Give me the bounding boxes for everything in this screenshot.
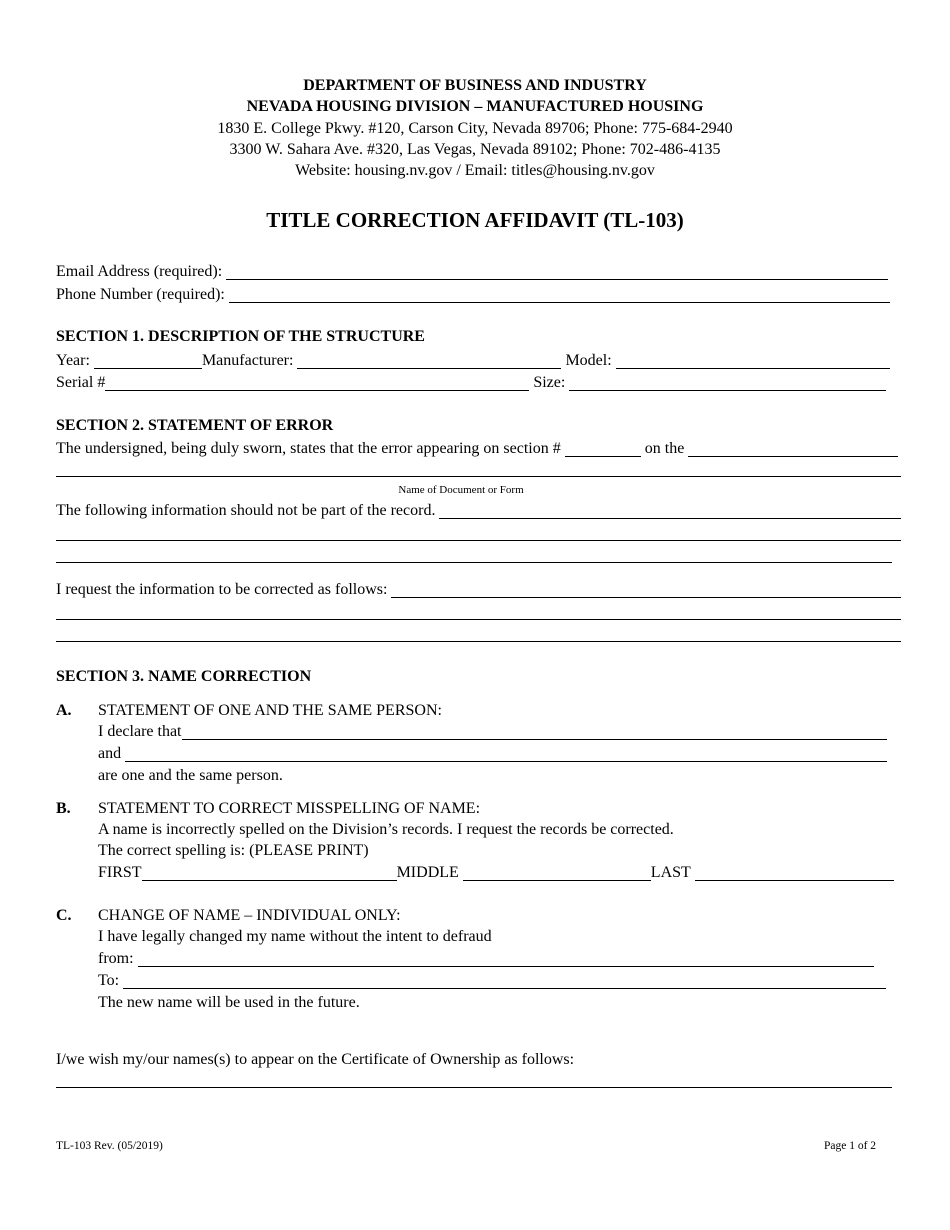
and-label: and [98, 745, 126, 762]
size-field[interactable] [569, 375, 886, 391]
to-row [98, 971, 886, 991]
legal-change-text: I have legally changed my name without the intent to defraud [98, 928, 492, 945]
same-person-text: are one and the same person. [98, 767, 283, 784]
email-label: Email Address (required): [56, 263, 227, 280]
model-field[interactable] [616, 353, 890, 369]
section1-heading: SECTION 1. DESCRIPTION OF THE STRUCTURE [56, 328, 425, 345]
statement-on: on the [640, 440, 689, 457]
year-label: Year: [56, 352, 94, 369]
request-field[interactable] [391, 582, 901, 598]
to-name-field[interactable] [123, 973, 886, 989]
structure-row-2 [56, 373, 886, 393]
form-revision: TL-103 Rev. (05/2019) [56, 1140, 163, 1152]
item-b-letter: B. [56, 800, 71, 817]
email-row [56, 262, 888, 282]
section2-heading: SECTION 2. STATEMENT OF ERROR [56, 417, 334, 434]
from-name-field[interactable] [138, 951, 874, 967]
manufacturer-label: Manufacturer: [201, 352, 298, 369]
section3-heading: SECTION 3. NAME CORRECTION [56, 668, 312, 685]
item-c-letter: C. [56, 907, 72, 924]
phone-label: Phone Number (required): [56, 286, 229, 303]
serial-label: Serial # [56, 374, 106, 391]
size-label: Size: [529, 374, 570, 391]
request-line-3[interactable] [56, 641, 901, 642]
document-name-line[interactable] [56, 476, 901, 477]
request-row [56, 580, 901, 600]
misspelling-text: A name is incorrectly spelled on the Division’s records. I request the records be corrected. [98, 821, 674, 838]
to-label: To: [98, 972, 124, 989]
certificate-label: I/we wish my/our names(s) to appear on the Certificate of Ownership as follows: [56, 1051, 575, 1068]
middle-name-field[interactable] [463, 865, 651, 881]
not-part-line-2[interactable] [56, 540, 901, 541]
item-a-letter: A. [56, 702, 72, 719]
section-number-field[interactable] [565, 441, 641, 457]
last-label: LAST [650, 864, 695, 881]
item-a-title: STATEMENT OF ONE AND THE SAME PERSON: [98, 702, 442, 719]
dept-name: DEPARTMENT OF BUSINESS AND INDUSTRY [303, 77, 647, 94]
request-label: I request the information to be corrected as follows: [56, 581, 392, 598]
carson-city-address: 1830 E. College Pkwy. #120, Carson City, Nevada 89706; Phone: 775-684-2940 [217, 120, 733, 137]
from-row [98, 949, 874, 969]
not-part-label: The following information should not be part of the record. [56, 502, 440, 519]
future-use-text: The new name will be used in the future. [98, 994, 360, 1011]
certificate-name-line[interactable] [56, 1087, 892, 1088]
structure-row-1 [56, 351, 890, 371]
correct-spelling-text: The correct spelling is: (PLEASE PRINT) [98, 842, 369, 859]
not-part-field[interactable] [439, 503, 901, 519]
serial-field[interactable] [105, 375, 529, 391]
first-name-field[interactable] [142, 865, 397, 881]
item-c-title: CHANGE OF NAME – INDIVIDUAL ONLY: [98, 907, 401, 924]
statement-prefix: The undersigned, being duly sworn, states that the error appearing on section # [56, 440, 565, 457]
phone-field[interactable] [229, 287, 890, 303]
form-title: TITLE CORRECTION AFFIDAVIT (TL-103) [266, 208, 684, 232]
statement-row [56, 439, 898, 459]
from-label: from: [98, 950, 138, 967]
manufacturer-field[interactable] [297, 353, 561, 369]
and-name-field[interactable] [125, 746, 887, 762]
document-name-caption: Name of Document or Form [398, 484, 524, 496]
statement-document-field[interactable] [688, 441, 898, 457]
email-field[interactable] [226, 264, 888, 280]
year-field[interactable] [94, 353, 202, 369]
item-b-title: STATEMENT TO CORRECT MISSPELLING OF NAME: [98, 800, 481, 817]
declare-name-field[interactable] [182, 724, 888, 740]
page-number: Page 1 of 2 [824, 1140, 877, 1152]
division-name: NEVADA HOUSING DIVISION – MANUFACTURED HOUSING [246, 98, 704, 115]
not-part-line-3[interactable] [56, 562, 892, 563]
middle-label: MIDDLE [396, 864, 463, 881]
name-spelling-row [98, 863, 894, 883]
first-label: FIRST [98, 864, 142, 881]
and-row [98, 744, 887, 764]
declare-label: I declare that [98, 723, 182, 740]
not-part-row [56, 501, 901, 521]
las-vegas-address: 3300 W. Sahara Ave. #320, Las Vegas, Nevada 89102; Phone: 702-486-4135 [229, 141, 721, 158]
request-line-2[interactable] [56, 619, 901, 620]
last-name-field[interactable] [695, 865, 894, 881]
declare-row [98, 722, 887, 742]
phone-row [56, 285, 890, 305]
model-label: Model: [561, 352, 616, 369]
website-email: Website: housing.nv.gov / Email: titles@housing.nv.gov [295, 162, 655, 179]
